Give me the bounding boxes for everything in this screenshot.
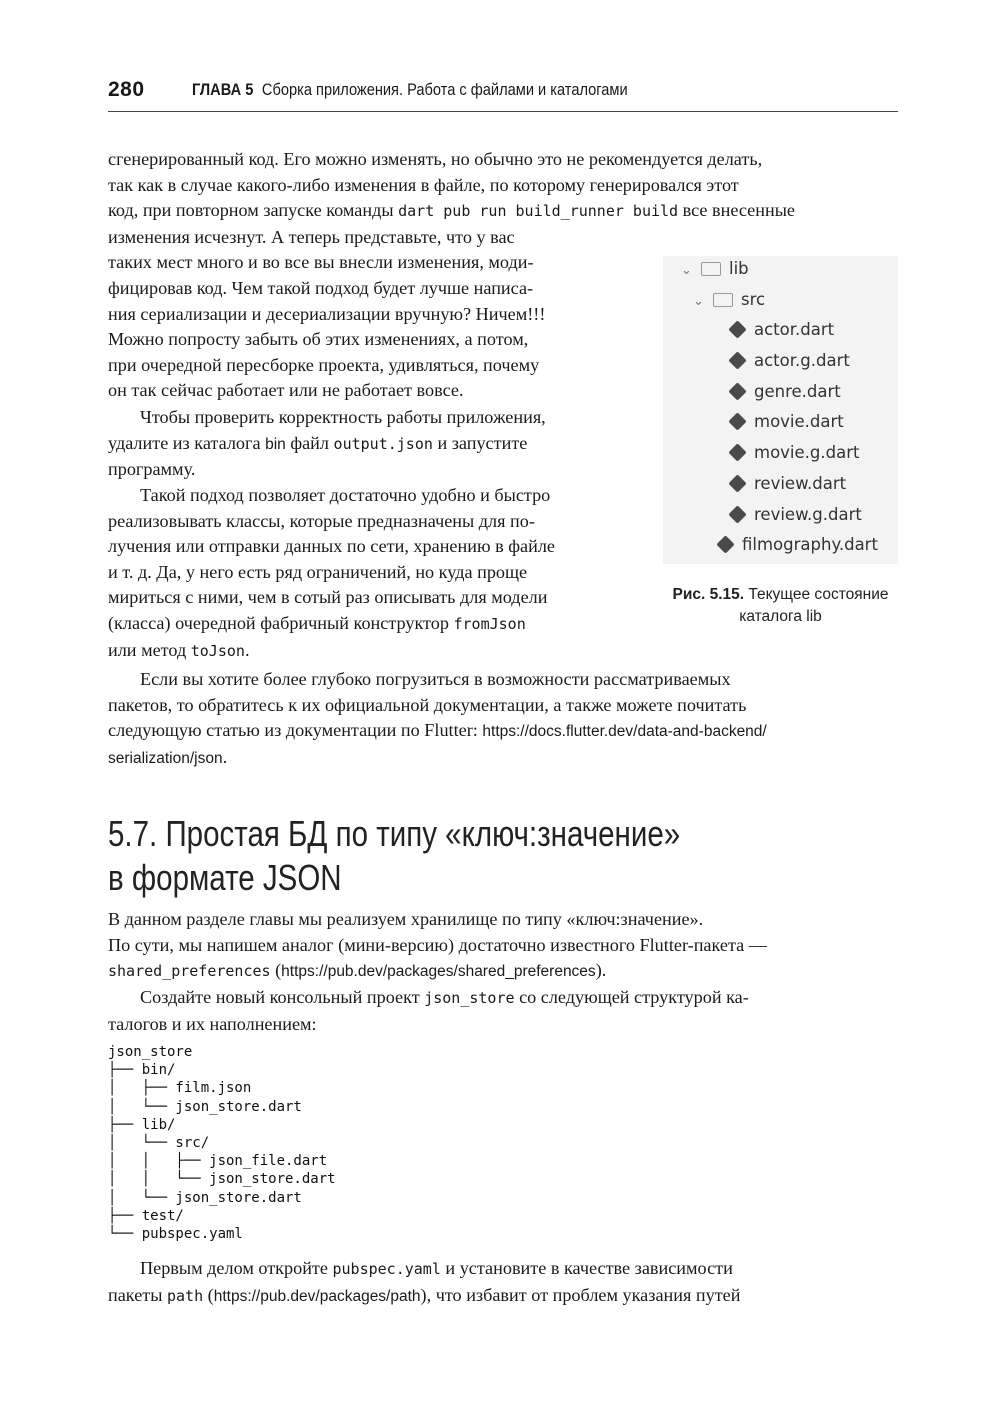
text-span: ( xyxy=(203,1284,214,1305)
text-span: все внесенные xyxy=(678,200,796,221)
text-span: следующую статью из документации по Flutter: xyxy=(108,720,483,741)
tree-row-file xyxy=(719,534,878,556)
url-link[interactable]: https://pub.dev/packages/shared_preferences xyxy=(281,963,596,981)
text-line xyxy=(108,638,638,665)
text-span: код, при повторном запуске команды xyxy=(108,200,399,221)
text-line xyxy=(108,718,898,745)
chapter-title: Сборка приложения. Работа с файлами и каталогами xyxy=(261,80,628,99)
text-line xyxy=(108,958,898,985)
inline-code: toJson xyxy=(190,641,245,660)
paragraph-5 xyxy=(108,907,898,985)
text-line xyxy=(108,173,898,199)
text-line: Чтобы проверить корректность работы приложения, xyxy=(140,407,546,427)
inline-code: dart pub run build_runner build xyxy=(398,202,679,221)
url-link[interactable]: https://pub.dev/packages/path xyxy=(213,1287,421,1305)
dart-file-icon xyxy=(728,320,746,338)
text-span: (класса) очередной фабричный конструктор xyxy=(108,612,454,633)
caption-line: каталога lib xyxy=(739,608,822,625)
text-line: он так сейчас работает или не работает вовсе. xyxy=(108,380,464,401)
text-line xyxy=(108,1283,898,1310)
text-span: со следующей структурой ка- xyxy=(514,987,749,1007)
folder-icon xyxy=(701,262,721,276)
text-span: ). xyxy=(595,960,607,981)
directory-tree-code: json_store ├── bin/ │ ├── film.json │ └── json_store.dart ├── lib/ │ └── src/ │ │ ├── json_file.dart │ │ └── json_store.dart │ └── json_store.dart ├── test/ └── pubspec.yaml xyxy=(108,1044,336,1243)
caption-line xyxy=(663,584,898,606)
text-span: удалите из каталога xyxy=(108,432,266,453)
tree-label: lib xyxy=(729,259,749,278)
page-number: 280 xyxy=(108,78,145,101)
section-heading xyxy=(108,812,898,900)
tree-label: review.g.dart xyxy=(754,505,862,524)
tree-row-file xyxy=(731,473,846,495)
paragraph-6 xyxy=(108,985,898,1037)
text-span: ), что избавит от проблем указания путей xyxy=(420,1284,741,1305)
text-span: Создайте новый консольный проект xyxy=(140,987,425,1007)
text-line: Такой подход позволяет достаточно удобно и быстро xyxy=(140,485,551,505)
text-span: и установите в качестве зависимости xyxy=(440,1258,733,1278)
text-line: талогов и их наполнением: xyxy=(108,1013,317,1034)
running-header xyxy=(108,76,898,108)
section-heading-line: в формате JSON xyxy=(108,857,342,898)
text-line xyxy=(108,1256,898,1283)
text-span: Первым делом откройте xyxy=(140,1258,333,1278)
figure-file-tree xyxy=(663,256,898,564)
inline-code: pubspec.yaml xyxy=(332,1260,441,1278)
tree-label: review.dart xyxy=(754,474,847,493)
tree-row-file xyxy=(731,504,862,526)
url-link[interactable]: https://docs.flutter.dev/data-and-backend/ xyxy=(482,723,767,741)
paragraph-4 xyxy=(108,667,898,771)
text-line: ния сериализации и десериализации вручную? Ничем!!! xyxy=(108,303,546,324)
tree-row-lib xyxy=(681,258,749,280)
text-line: таких мест много и во все вы внесли изменения, моди- xyxy=(108,252,534,273)
paragraph-2 xyxy=(108,405,638,483)
paragraph-7 xyxy=(108,1256,898,1309)
inline-code: shared_preferences xyxy=(108,962,271,981)
text-line: программу. xyxy=(108,459,196,480)
tree-row-src xyxy=(693,289,765,311)
text-span: пакеты xyxy=(108,1284,167,1305)
text-line xyxy=(108,431,638,458)
tree-row-file xyxy=(731,319,834,341)
text-span: ( xyxy=(270,960,282,981)
section-heading-line: 5.7. Простая БД по типу «ключ:значение» xyxy=(108,813,681,854)
figure-caption xyxy=(663,584,898,628)
dart-file-icon xyxy=(728,351,746,369)
text-line xyxy=(108,198,898,225)
chapter-label: ГЛАВА 5 xyxy=(192,80,254,99)
dart-file-icon xyxy=(728,505,746,523)
text-line: фицировав код. Чем такой подход будет лучше написа- xyxy=(108,277,534,298)
tree-row-file xyxy=(731,381,841,403)
inline-code: fromJson xyxy=(453,614,526,633)
tree-row-file xyxy=(731,442,859,464)
text-line: В данном разделе главы мы реализуем хранилище по типу «ключ:значение». xyxy=(108,909,704,929)
text-span: файл xyxy=(285,432,334,453)
text-line: реализовывать классы, которые предназначены для по- xyxy=(108,510,535,531)
dart-file-icon xyxy=(716,535,734,553)
text-line: сгенерированный код. Его можно изменять, но обычно это не рекомендуется делать, xyxy=(108,149,763,169)
inline-code: json_store xyxy=(424,989,515,1007)
paragraph-3 xyxy=(108,483,638,664)
text-line: при очередной пересборке проекта, удивляться, почему xyxy=(108,354,540,375)
text-line: По сути, мы напишем аналог (мини-версию) достаточно известного Flutter-пакета — xyxy=(108,934,767,955)
text-span: или метод xyxy=(108,639,191,660)
text-line: и т. д. Да, у него есть ряд ограничений, но куда проще xyxy=(108,561,528,582)
inline-code: bin xyxy=(265,435,286,453)
tree-label: movie.g.dart xyxy=(754,443,860,462)
dart-file-icon xyxy=(728,474,746,492)
chevron-down-icon: ⌄ xyxy=(693,294,704,309)
inline-code: output.json xyxy=(333,434,433,453)
folder-icon xyxy=(713,293,733,307)
tree-row-file xyxy=(731,411,844,433)
text-span: так как в случае какого-либо изменения в файле, по которому генерировался этот xyxy=(108,174,739,195)
text-span: . xyxy=(244,639,250,660)
text-line: Можно попросту забыть об этих изменениях, а потом, xyxy=(108,329,529,350)
tree-label: genre.dart xyxy=(754,382,841,401)
tree-label: actor.g.dart xyxy=(754,351,850,370)
text-line: изменения исчезнут. А теперь представьте, что у вас xyxy=(108,226,515,247)
tree-label: movie.dart xyxy=(754,412,844,431)
text-line xyxy=(108,745,898,772)
tree-label: src xyxy=(741,290,766,309)
chevron-down-icon: ⌄ xyxy=(681,263,692,278)
text-span: . xyxy=(222,746,228,767)
caption-text: Текущее состояние xyxy=(744,586,889,603)
tree-label: actor.dart xyxy=(754,320,835,339)
tree-label: filmography.dart xyxy=(742,535,878,554)
caption-label: Рис. 5.15. xyxy=(672,586,745,603)
header-rule xyxy=(108,111,898,112)
text-line xyxy=(108,985,898,1012)
inline-code: path xyxy=(166,1286,204,1305)
tree-row-file xyxy=(731,350,850,372)
text-line: мириться с ними, чем в сотый раз описывать для модели xyxy=(108,587,548,608)
dart-file-icon xyxy=(728,412,746,430)
chapter-heading xyxy=(192,80,628,100)
url-link[interactable]: serialization/json xyxy=(108,749,223,767)
dart-file-icon xyxy=(728,382,746,400)
text-line: лучения или отправки данных по сети, хранению в файле xyxy=(108,536,555,557)
text-span: и запустите xyxy=(432,432,528,453)
text-line xyxy=(108,611,638,638)
text-line: Если вы хотите более глубоко погрузиться в возможности рассматриваемых xyxy=(140,669,731,689)
text-line: пакетов, то обратитесь к их официальной документации, а также можете почитать xyxy=(108,694,747,715)
dart-file-icon xyxy=(728,443,746,461)
